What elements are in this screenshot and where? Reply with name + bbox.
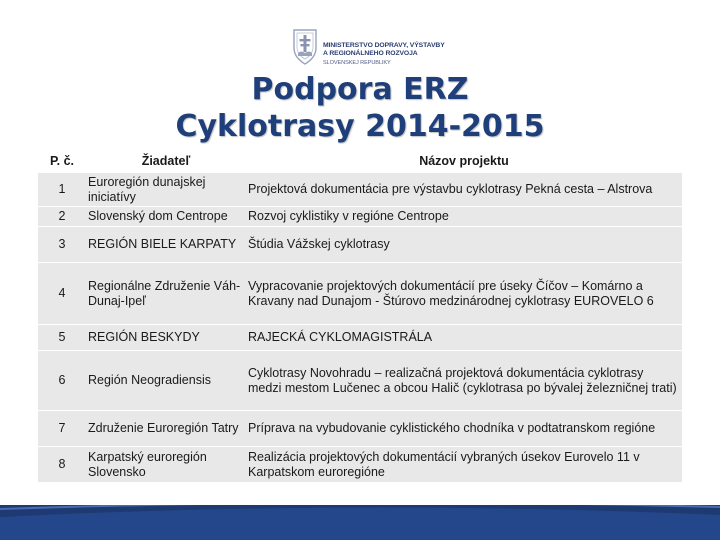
row-project: Vypracovanie projektových dokumentácií pre úseky Číčov – Komárno a Kravany nad Dunajom - Štúrovo medzinárodnej cyklotrasy EUROVELO 6 — [246, 263, 682, 325]
ministry-logo — [288, 26, 458, 70]
row-project: Príprava na vybudovanie cyklistického chodníka v podtatranskom regióne — [246, 411, 682, 447]
table-row — [38, 173, 682, 207]
row-project: Projektová dokumentácia pre výstavbu cyklotrasy Pekná cesta – Alstrova — [246, 173, 682, 207]
projects-table — [38, 150, 682, 483]
table-header-row — [38, 150, 682, 173]
footer-swoosh-graphic — [0, 505, 720, 540]
header-applicant: Žiadateľ — [86, 150, 246, 173]
page-subtitle: Cyklotrasy 2014-2015 — [175, 109, 545, 144]
row-project: RAJECKÁ CYKLOMAGISTRÁLA — [246, 325, 682, 351]
row-number: 8 — [38, 447, 86, 483]
row-project: Realizácia projektových dokumentácií vybraných úsekov Eurovelo 11 v Karpatskom euroregióne — [246, 447, 682, 483]
table-row — [38, 351, 682, 411]
coat-of-arms-icon — [288, 26, 322, 68]
logo-line-3: SLOVENSKEJ REPUBLIKY — [323, 59, 391, 66]
page-title: Podpora ERZ — [251, 72, 469, 107]
table-row — [38, 227, 682, 263]
row-number: 5 — [38, 325, 86, 351]
logo-line-2: A REGIONÁLNEHO ROZVOJA — [323, 50, 418, 58]
row-applicant: Slovenský dom Centrope — [86, 207, 246, 227]
row-applicant: Karpatský euroregión Slovensko — [86, 447, 246, 483]
row-applicant: REGIÓN BIELE KARPATY — [86, 227, 246, 263]
row-applicant: Región Neogradiensis — [86, 351, 246, 411]
row-project: Štúdia Vážskej cyklotrasy — [246, 227, 682, 263]
row-applicant: REGIÓN BESKYDY — [86, 325, 246, 351]
table-row — [38, 411, 682, 447]
row-project: Rozvoj cyklistiky v regióne Centrope — [246, 207, 682, 227]
table-row — [38, 447, 682, 483]
row-number: 2 — [38, 207, 86, 227]
row-number: 4 — [38, 263, 86, 325]
row-applicant: Združenie Euroregión Tatry — [86, 411, 246, 447]
header-project: Názov projektu — [246, 150, 682, 173]
logo-line-1: MINISTERSTVO DOPRAVY, VÝSTAVBY — [323, 42, 445, 49]
table-row — [38, 325, 682, 351]
row-number: 7 — [38, 411, 86, 447]
table-row — [38, 207, 682, 227]
row-project: Cyklotrasy Novohradu – realizačná projektová dokumentácia cyklotrasy medzi mestom Lučenec a obcou Halič (cyklotrasa po bývalej železničnej trati) — [246, 351, 682, 411]
header-number: P. č. — [38, 150, 86, 173]
row-number: 3 — [38, 227, 86, 263]
row-number: 6 — [38, 351, 86, 411]
row-applicant: Regionálne Združenie Váh-Dunaj-Ipeľ — [86, 263, 246, 325]
table-row — [38, 263, 682, 325]
row-number: 1 — [38, 173, 86, 207]
row-applicant: Euroregión dunajskej iniciatívy — [86, 173, 246, 207]
footer-bar — [0, 505, 720, 540]
